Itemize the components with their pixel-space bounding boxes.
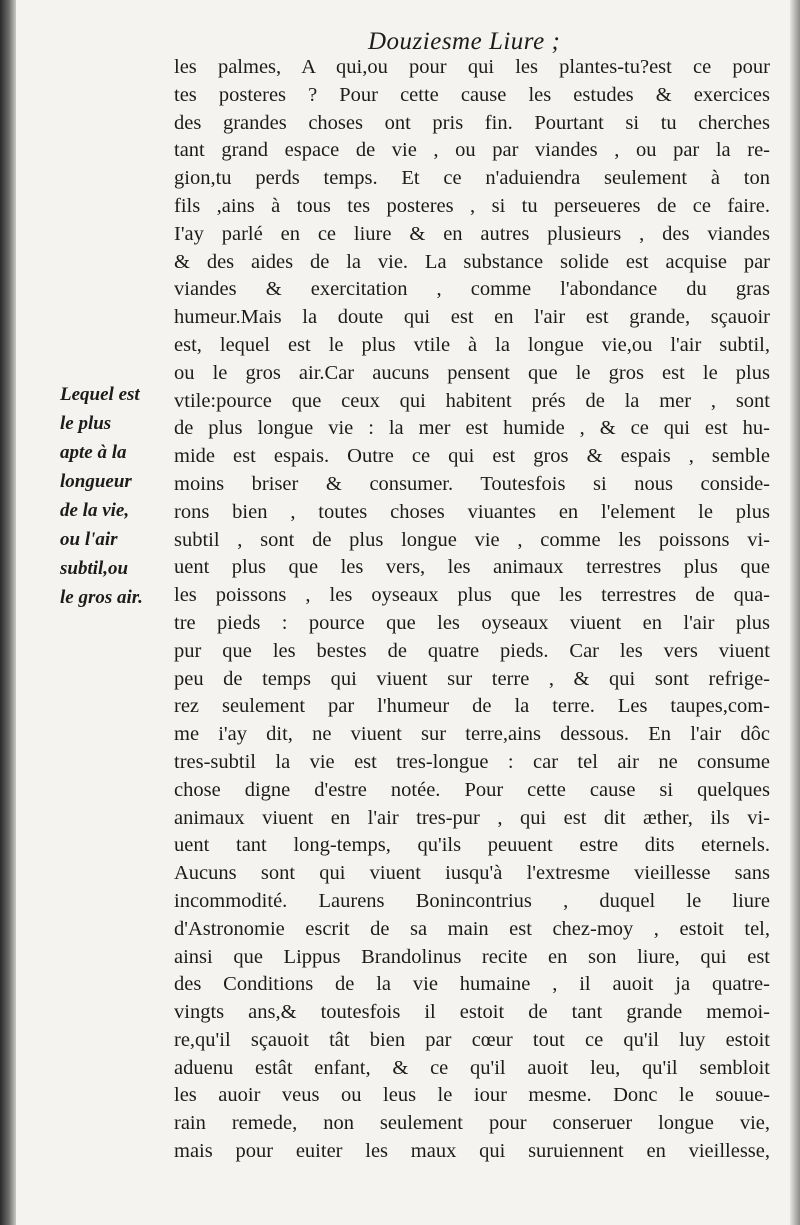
text-line: fils ,ains à tous tes posteres , si tu perseueres de ce faire. [174, 194, 770, 217]
page-edge [790, 0, 800, 1225]
text-line: animaux viuent en l'air tres-pur , qui est dit æther, ils vi- [174, 806, 770, 829]
text-line: rain remede, non seulement pour conseruer longue vie, [174, 1112, 770, 1135]
text-line: vtile:pource que ceux qui habitent prés de la mer , sont [174, 389, 770, 412]
text-line: les palmes, A qui,ou pour qui les plantes-tu?est ce pour [174, 56, 770, 78]
text-line: tres-subtil la vie est tres-longue : car tel air ne consume [174, 750, 770, 773]
margin-note-line: de la vie, [60, 500, 130, 521]
text-line: mais pour euiter les maux qui suruiennent en vieillesse, [174, 1140, 770, 1163]
text-line: ou le gros air.Car aucuns pensent que le gros est le plus [174, 361, 770, 384]
text-line: ainsi que Lippus Brandolinus recite en son liure, qui est [174, 945, 770, 968]
text-line: uent plus que les vers, les animaux terrestres plus que [174, 556, 770, 579]
text-line: mide est espais. Outre ce qui est gros & espais , semble [174, 445, 770, 468]
text-line: re,qu'il sçauoit tât bien par cœur tout ce qu'il luy estoit [174, 1028, 770, 1051]
marginal-note [60, 380, 172, 612]
text-line: me i'ay dit, ne viuent sur terre,ains dessous. En l'air dôc [174, 723, 770, 746]
text-line: viandes & exercitation , comme l'abondance du gras [174, 278, 770, 301]
text-line: les poissons , les oyseaux plus que les terrestres de qua- [174, 584, 770, 607]
text-line: peu de temps qui viuent sur terre , & qui sont refrige- [174, 667, 770, 690]
margin-note-line: apte à la [60, 442, 127, 463]
text-line: aduenu estât enfant, & ce qu'il auoit leu, qu'il sembloit [174, 1056, 770, 1079]
text-line: & des aides de la vie. La substance solide est acquise par [174, 250, 770, 273]
text-line: vingts ans,& toutesfois il estoit de tant grande memoi- [174, 1001, 770, 1024]
text-line: chose digne d'estre notée. Pour cette cause si quelques [174, 778, 770, 801]
margin-note-line: Lequel est [60, 384, 140, 405]
text-line: Aucuns sont qui viuent iusqu'à l'extresme vieillesse sans [174, 862, 770, 885]
text-line: pur que les bestes de quatre pieds. Car les vers viuent [174, 639, 770, 662]
text-line: rons bien , toutes choses viuantes en l'element le plus [174, 500, 770, 523]
text-line: d'Astronomie escrit de sa main est chez-moy , estoit tel, [174, 917, 770, 940]
text-line: incommodité. Laurens Bonincontrius , duquel le liure [174, 889, 770, 912]
text-line: subtil , sont de plus longue vie , comme les poissons vi- [174, 528, 770, 551]
text-line: tes posteres ? Pour cette cause les estudes & exercices [174, 83, 770, 106]
margin-note-line: ou l'air [60, 529, 118, 550]
text-line: humeur.Mais la doute qui est en l'air est grande, sçauoir [174, 306, 770, 329]
text-line: tant grand espace de vie , ou par viandes , ou par la re- [174, 139, 770, 162]
text-line: moins briser & consumer. Toutesfois si nous conside- [174, 472, 770, 495]
text-line: uent tant long-temps, qu'ils peuuent estre dits eternels. [174, 834, 770, 857]
margin-note-line: longueur [60, 471, 132, 492]
margin-note-line: le gros air. [60, 587, 143, 608]
running-header: Douziesme Liure ; [368, 28, 561, 55]
text-line: est, lequel est le plus vtile à la longue vie,ou l'air subtil, [174, 333, 770, 356]
text-line: rez seulement par l'humeur de la terre. Les taupes,com- [174, 695, 770, 718]
page-gutter [0, 0, 16, 1225]
margin-note-line: le plus [60, 413, 112, 434]
text-line: tre pieds : pource que les oyseaux viuent en l'air plus [174, 611, 770, 634]
text-line: gion,tu perds temps. Et ce n'aduiendra seulement à ton [174, 167, 770, 190]
text-line: des grandes choses ont pris fin. Pourtant si tu cherches [174, 111, 770, 134]
margin-note-line: subtil,ou [60, 558, 129, 579]
text-line: les auoir veus ou leus le iour mesme. Donc le souue- [174, 1084, 770, 1107]
text-line: de plus longue vie : la mer est humide , & ce qui est hu- [174, 417, 770, 440]
text-line: I'ay parlé en ce liure & en autres plusieurs , des viandes [174, 222, 770, 245]
text-line: des Conditions de la vie humaine , il auoit ja quatre- [174, 973, 770, 996]
body-text [174, 54, 770, 1166]
